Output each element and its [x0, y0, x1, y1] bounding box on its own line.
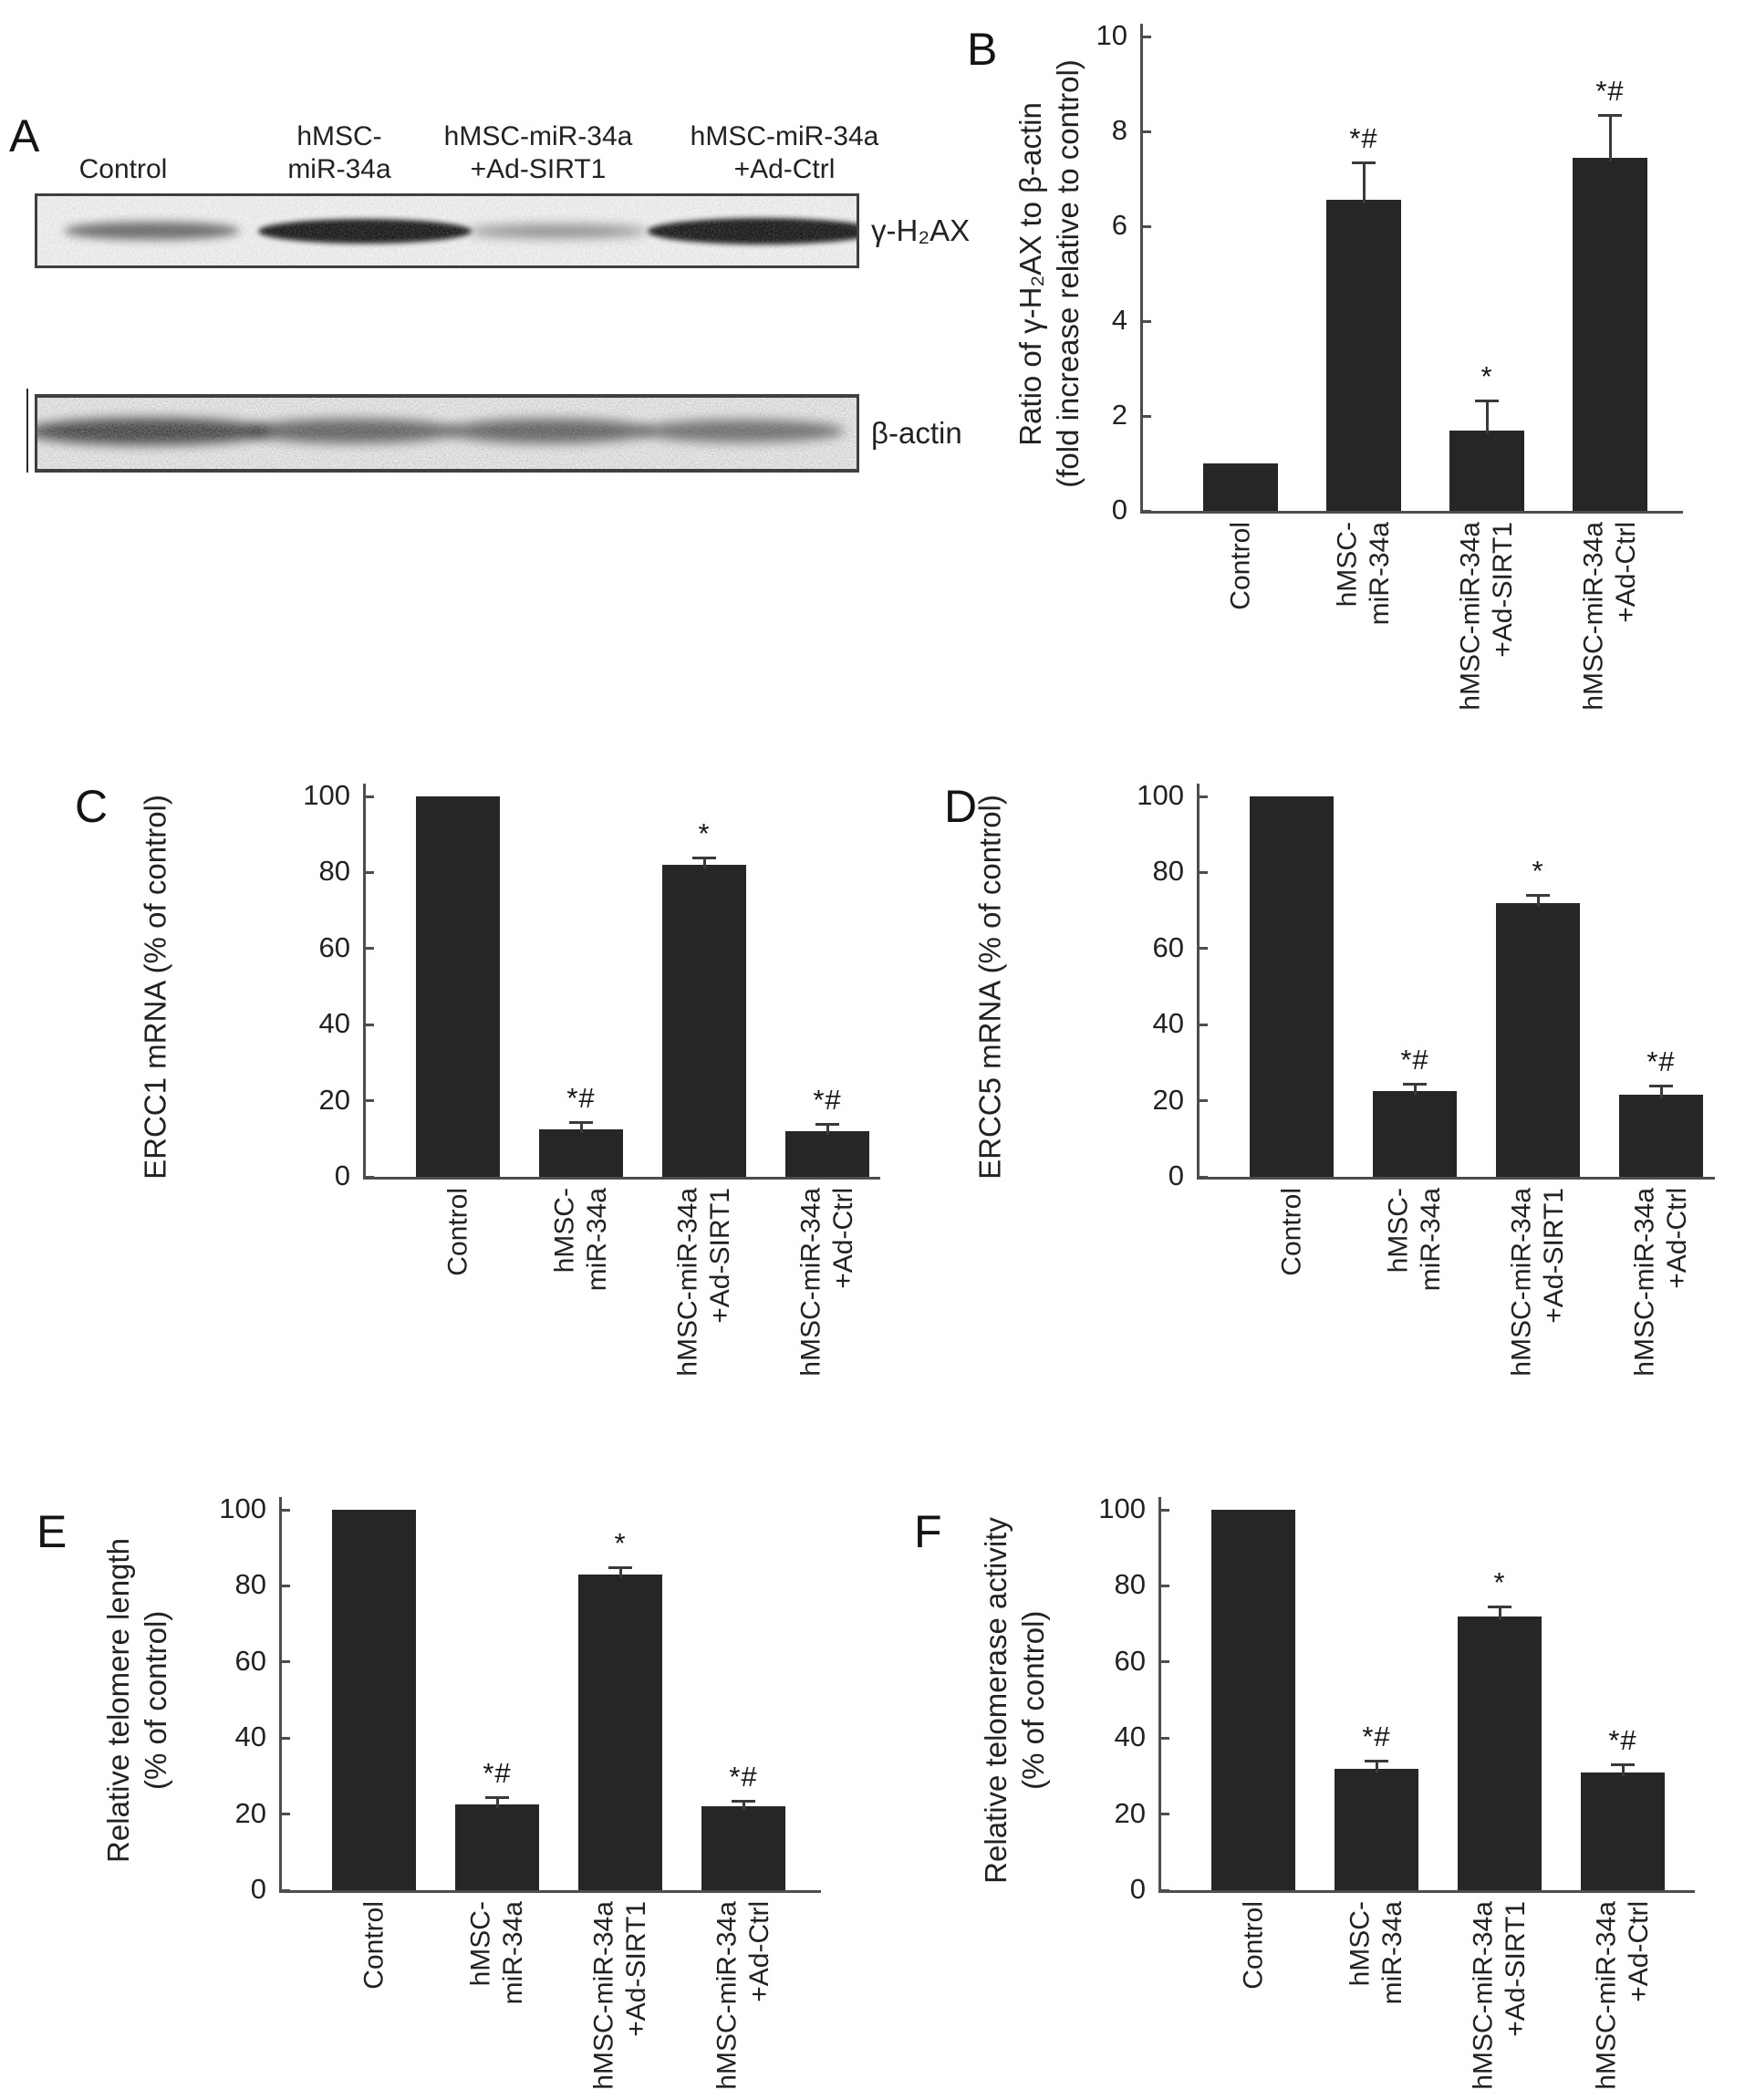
panel-b-y-tick-mark [1140, 225, 1151, 228]
panel-b-error-bar-stem [1609, 115, 1612, 161]
panel-d-bar-0 [1250, 796, 1334, 1177]
panel-f-y-tick-label: 100 [1098, 1492, 1146, 1524]
panel-f-y-tick-label: 20 [1114, 1796, 1146, 1829]
panel-e-y-tick-label: 100 [219, 1492, 266, 1524]
lane-label-line: hMSC-miR-34a [443, 121, 633, 151]
panel-b-y-tick-mark [1140, 320, 1151, 323]
panel-c-y-tick-mark [363, 1176, 374, 1179]
panel-f-x-category-label-2: hMSC-miR-34a +Ad-SIRT1 [1468, 1901, 1531, 2090]
lane-label-line: miR-34a [287, 154, 391, 184]
panel-c-bar-1 [539, 1129, 623, 1177]
lane-label-line: +Ad-Ctrl [733, 154, 836, 184]
panel-b-bar-1 [1326, 200, 1401, 511]
panel-e-error-bar-cap [732, 1800, 755, 1803]
panel-c-y-tick-label: 100 [303, 779, 350, 811]
panel-b-error-bar-stem [1486, 400, 1489, 433]
panel-c-x-axis-line [363, 1177, 880, 1180]
panel-f-bar-3 [1581, 1773, 1665, 1890]
panel-d-bar-1 [1373, 1091, 1457, 1177]
panel-e-error-bar-cap [485, 1796, 509, 1799]
panel-c-x-category-label-2: hMSC-miR-34a +Ad-SIRT1 [672, 1188, 735, 1377]
lane-label-line: hMSC- [296, 121, 382, 151]
panel-d-x-category-label-0: Control [1276, 1188, 1307, 1276]
panel-f-x-category-label-3: hMSC-miR-34a +Ad-Ctrl [1591, 1901, 1654, 2090]
panel-e-y-tick-label: 60 [234, 1644, 266, 1677]
panel-b-significance-marker-1: *# [1349, 121, 1378, 154]
panel-d-y-tick-mark [1197, 1099, 1208, 1102]
panel-b-y-tick-label: 0 [1111, 494, 1127, 525]
beta-actin-label: β-actin [871, 416, 962, 450]
panel-f-x-category-label-1: hMSC- miR-34a [1345, 1901, 1407, 2005]
panel-b-y-tick-mark [1140, 130, 1151, 133]
panel-c-error-bar-cap [692, 857, 716, 859]
panel-f-y-axis-line [1158, 1497, 1161, 1890]
panel-f-y-tick-mark [1158, 1509, 1169, 1512]
panel-d-error-bar-cap [1403, 1083, 1427, 1086]
panel-e-letter: E [36, 1506, 68, 1557]
panel-c-bar-2 [662, 865, 746, 1177]
panel-d-significance-marker-3: *# [1646, 1045, 1676, 1077]
panel-f-y-tick-label: 40 [1114, 1721, 1146, 1753]
panel-d-x-axis-line [1197, 1177, 1715, 1180]
panel-f-letter: F [914, 1506, 942, 1557]
gamma-h2ax-label: γ-H₂AX [871, 213, 971, 247]
panel-d-y-tick-mark [1197, 1024, 1208, 1026]
panel-e-bar-3 [701, 1806, 785, 1890]
panel-f-y-axis-title: Relative telomerase activity (% of control) [978, 1516, 1050, 1884]
panel-a-letter: A [9, 110, 40, 161]
panel-d-y-tick-mark [1197, 947, 1208, 950]
lane-label-line: Control [78, 154, 168, 184]
panel-c-y-tick-mark [363, 1024, 374, 1026]
panel-e-bar-0 [332, 1510, 416, 1890]
panel-e-y-tick-label: 80 [234, 1568, 266, 1601]
panel-f-bar-1 [1335, 1769, 1418, 1890]
panel-f-bar-0 [1211, 1510, 1295, 1890]
panel-d-error-bar-cap [1649, 1085, 1673, 1087]
panel-b-y-tick-label: 6 [1111, 209, 1127, 241]
panel-e-x-category-label-3: hMSC-miR-34a +Ad-Ctrl [712, 1901, 774, 2090]
panel-d-y-tick-label: 40 [1152, 1007, 1184, 1040]
panel-f-x-category-label-0: Control [1238, 1901, 1269, 1990]
panel-c-y-tick-label: 20 [318, 1083, 350, 1116]
panel-e-bar-1 [455, 1804, 539, 1890]
panel-e-y-tick-mark [279, 1585, 290, 1587]
panel-e-y-tick-label: 20 [234, 1796, 266, 1829]
panel-b-y-tick-mark [1140, 510, 1151, 513]
panel-e-y-tick-mark [279, 1660, 290, 1663]
panel-b-y-axis-line [1140, 24, 1143, 511]
panel-c-y-tick-mark [363, 1099, 374, 1102]
panel-b-y-tick-label: 8 [1111, 114, 1127, 146]
panel-b-bar-0 [1203, 463, 1278, 511]
panel-c-y-tick-label: 0 [334, 1159, 350, 1191]
panel-d-y-tick-label: 60 [1152, 930, 1184, 963]
panel-e-significance-marker-3: *# [729, 1761, 758, 1793]
panel-c-error-bar-cap [569, 1121, 593, 1124]
panel-c-y-axis-line [363, 784, 366, 1177]
panel-f-significance-marker-1: *# [1362, 1721, 1391, 1753]
panel-e-x-category-label-2: hMSC-miR-34a +Ad-SIRT1 [588, 1901, 651, 2090]
panel-d-y-tick-label: 100 [1137, 779, 1184, 811]
panel-d-error-bar-stem [1660, 1086, 1663, 1098]
panel-f-y-tick-label: 0 [1129, 1873, 1146, 1905]
panel-f-error-bar-cap [1611, 1763, 1635, 1766]
panel-c-x-category-label-3: hMSC-miR-34a +Ad-Ctrl [795, 1188, 858, 1377]
panel-c-bar-3 [785, 1131, 869, 1177]
panel-e-x-category-label-1: hMSC- miR-34a [465, 1901, 528, 2005]
panel-d-y-tick-label: 80 [1152, 855, 1184, 888]
panel-b-error-bar-stem [1363, 162, 1366, 204]
panel-f-error-bar-cap [1365, 1760, 1388, 1762]
panel-b-x-category-label-1: hMSC- miR-34a [1332, 522, 1395, 626]
panel-d-y-tick-label: 20 [1152, 1083, 1184, 1116]
panel-c-significance-marker-1: *# [566, 1081, 596, 1114]
panel-d-bar-3 [1619, 1095, 1703, 1177]
panel-d-y-tick-label: 0 [1168, 1159, 1184, 1191]
panel-d-y-tick-mark [1197, 795, 1208, 798]
panel-f-y-tick-mark [1158, 1660, 1169, 1663]
panel-b-bar-3 [1573, 158, 1647, 511]
panel-e-y-tick-mark [279, 1889, 290, 1892]
panel-d-y-tick-mark [1197, 871, 1208, 874]
panel-d-x-category-label-1: hMSC- miR-34a [1383, 1188, 1446, 1292]
panel-c-error-bar-cap [815, 1123, 839, 1126]
panel-c-x-category-label-0: Control [442, 1188, 473, 1276]
panel-f-error-bar-cap [1488, 1606, 1511, 1608]
panel-e-x-axis-line [279, 1890, 821, 1893]
panel-c-letter: C [75, 781, 109, 832]
panel-b-y-tick-label: 10 [1096, 19, 1127, 51]
panel-f-y-tick-label: 60 [1114, 1644, 1146, 1677]
panel-c-significance-marker-3: *# [813, 1083, 842, 1116]
panel-f-y-tick-mark [1158, 1737, 1169, 1740]
lane-label-line: hMSC-miR-34a [690, 121, 879, 151]
panel-f-y-tick-mark [1158, 1585, 1169, 1587]
panel-b-y-tick-label: 4 [1111, 304, 1127, 336]
panel-e-bar-2 [578, 1575, 662, 1890]
panel-b-significance-marker-3: *# [1595, 74, 1625, 107]
panel-c-y-tick-label: 80 [318, 855, 350, 888]
panel-d-y-axis-line [1197, 784, 1200, 1177]
panel-e-significance-marker-2: * [614, 1526, 627, 1559]
panel-c-y-tick-label: 40 [318, 1007, 350, 1040]
panel-b-y-axis-title: Ratio of γ-H₂AX to β-actin (fold increase relative to control) [1013, 59, 1085, 488]
panel-e-error-bar-cap [608, 1566, 632, 1569]
panel-b-bar-2 [1449, 431, 1524, 511]
panel-b-letter: B [967, 24, 998, 75]
panel-c-x-category-label-1: hMSC- miR-34a [549, 1188, 612, 1292]
panel-b-error-bar-cap [1475, 400, 1499, 402]
panel-d-y-axis-title: ERCC5 mRNA (% of control) [972, 794, 1007, 1180]
panel-c-bar-0 [416, 796, 500, 1177]
panel-f-significance-marker-2: * [1493, 1566, 1506, 1599]
panel-f-y-tick-mark [1158, 1889, 1169, 1892]
panel-b-significance-marker-2: * [1480, 360, 1493, 393]
panel-d-x-category-label-2: hMSC-miR-34a +Ad-SIRT1 [1506, 1188, 1569, 1377]
panel-c-significance-marker-2: * [698, 816, 711, 849]
panel-c-y-axis-title: ERCC1 mRNA (% of control) [138, 794, 172, 1180]
panel-b-y-tick-mark [1140, 415, 1151, 418]
panel-f-x-axis-line [1158, 1890, 1695, 1893]
panel-e-y-tick-label: 0 [250, 1873, 266, 1905]
panel-b-y-tick-mark [1140, 36, 1151, 38]
panel-e-y-tick-mark [279, 1509, 290, 1512]
panel-b-x-category-label-0: Control [1225, 522, 1256, 610]
panel-b-x-category-label-3: hMSC-miR-34a +Ad-Ctrl [1578, 522, 1641, 711]
panel-c-y-tick-mark [363, 947, 374, 950]
panel-e-y-axis-line [279, 1497, 282, 1890]
panel-b-x-category-label-2: hMSC-miR-34a +Ad-SIRT1 [1455, 522, 1518, 711]
panel-b-y-tick-label: 2 [1111, 399, 1127, 431]
panel-e-significance-marker-1: *# [483, 1756, 512, 1789]
panel-e-x-category-label-0: Control [358, 1901, 390, 1990]
panel-e-y-axis-title: Relative telomere length (% of control) [100, 1537, 172, 1863]
lane-label-line: +Ad-SIRT1 [470, 154, 607, 184]
panel-e-y-tick-label: 40 [234, 1721, 266, 1753]
panel-c-y-tick-label: 60 [318, 930, 350, 963]
panel-f-bar-2 [1458, 1617, 1542, 1890]
panel-b-error-bar-cap [1352, 161, 1376, 164]
panel-c-y-tick-mark [363, 795, 374, 798]
panel-b-error-bar-cap [1598, 114, 1622, 117]
panel-d-y-tick-mark [1197, 1176, 1208, 1179]
panel-d-bar-2 [1496, 903, 1580, 1177]
panel-e-y-tick-mark [279, 1813, 290, 1815]
panel-d-significance-marker-2: * [1532, 855, 1544, 888]
panel-f-y-tick-mark [1158, 1813, 1169, 1815]
panel-f-significance-marker-3: *# [1608, 1724, 1637, 1757]
panel-d-x-category-label-3: hMSC-miR-34a +Ad-Ctrl [1629, 1188, 1692, 1377]
panel-c-y-tick-mark [363, 871, 374, 874]
panel-d-error-bar-cap [1526, 894, 1550, 897]
panel-d-letter: D [944, 781, 978, 832]
panel-b-x-axis-line [1140, 511, 1683, 514]
panel-d-significance-marker-1: *# [1400, 1043, 1429, 1076]
panel-f-y-tick-label: 80 [1114, 1568, 1146, 1601]
panel-f-error-bar-stem [1499, 1606, 1501, 1619]
panel-e-y-tick-mark [279, 1737, 290, 1740]
